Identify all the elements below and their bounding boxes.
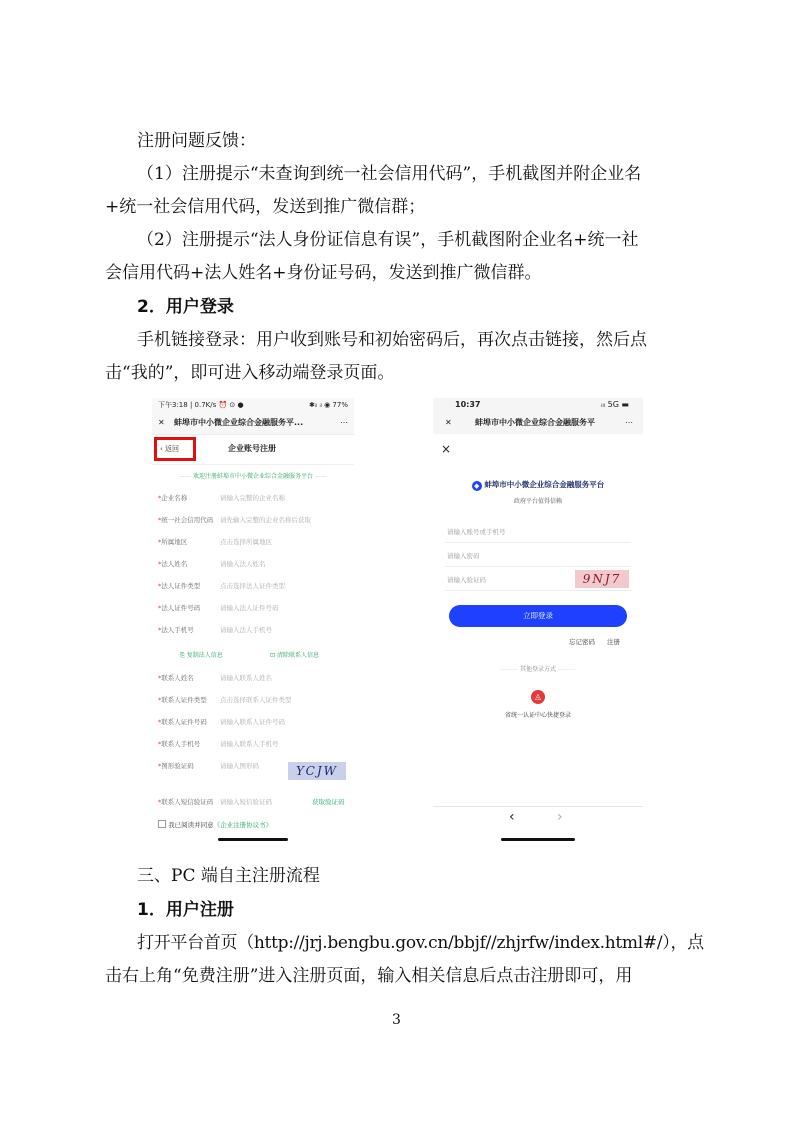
divider <box>152 464 354 465</box>
field-label: *图形验证码 <box>158 762 194 770</box>
paragraph-item1-line1: （1）注册提示“未查询到统一社会信用代码”，手机截图并附企业名 <box>137 164 642 184</box>
field-label: *联系人手机号 <box>158 740 201 748</box>
form-row <box>152 668 354 688</box>
unified-auth-icon[interactable]: ◬ <box>531 690 545 704</box>
paragraph-item1-line2: +统一社会信用代码，发送到推广微信群； <box>105 197 426 217</box>
screenshot-register <box>152 398 354 845</box>
sms-input[interactable]: 请输入短信验证码 <box>220 798 272 806</box>
field-input[interactable]: 请先输入完整的企业名称后获取 <box>220 516 311 524</box>
unified-login-link[interactable]: 省统一认证中心快捷登录 <box>504 712 571 719</box>
field-input[interactable]: 点击选择联系人证件类型 <box>220 696 292 704</box>
paragraph-item2-line1: （2）注册提示“法人身份证信息有误”，手机截图附企业名+统一社 <box>137 230 639 250</box>
form-row <box>152 554 354 574</box>
heading-user-register: 1．用户注册 <box>137 900 234 920</box>
field-label: *联系人姓名 <box>158 674 194 682</box>
close-icon[interactable]: ✕ <box>445 418 452 427</box>
copy-legal-button[interactable]: ⎘ 复制法人信息 <box>180 652 223 659</box>
copy-icon: ⎘ <box>180 652 187 659</box>
field-label: *所属地区 <box>158 538 188 546</box>
form-row <box>152 598 354 618</box>
app-titlebar <box>433 412 643 434</box>
captcha-image[interactable]: 9NJ7 <box>575 570 629 588</box>
agree-text: 我已阅读并同意 <box>168 821 214 829</box>
status-time: 下午3:18 | 0.7K/s ⏰ ⊙ ● <box>158 401 244 409</box>
field-label: *联系人证件号码 <box>158 718 207 726</box>
field-input[interactable]: 请输入联系人手机号 <box>220 740 279 748</box>
login-button[interactable]: 立即登录 <box>449 605 627 627</box>
more-icon[interactable]: ⋯ <box>625 418 633 427</box>
welcome-text: 欢迎注册蚌埠市中小微企业综合金融服务平台 <box>192 473 313 480</box>
agreement-link[interactable]: 《企业注册协议书》 <box>213 821 273 829</box>
field-input[interactable]: 点击选择所属地区 <box>220 538 272 546</box>
field-label: *法人姓名 <box>158 560 188 568</box>
form-row <box>152 576 354 596</box>
app-title: 蚌埠市中小微企业综合金融服务平... <box>174 418 304 427</box>
other-login-divider: ——— 其他登录方式 ——— <box>500 666 576 673</box>
more-icon[interactable]: ⋯ <box>340 418 348 427</box>
nav-back-icon[interactable]: ‹ <box>509 809 515 825</box>
paragraph-pc-line2: 击右上角“免费注册”进入注册页面，输入相关信息后点击注册即可，用 <box>105 966 633 986</box>
field-input[interactable]: 请输入联系人姓名 <box>220 674 272 682</box>
agree-checkbox[interactable] <box>158 820 166 828</box>
status-bar <box>152 398 354 412</box>
paragraph-feedback-title: 注册问题反馈： <box>137 131 256 151</box>
welcome-banner: —— 欢迎注册蚌埠市中小微企业综合金融服务平台 —— <box>179 473 327 480</box>
form-row <box>152 690 354 710</box>
field-input[interactable]: 请输入法人手机号 <box>220 626 272 634</box>
nav-forward-icon[interactable]: › <box>557 809 563 825</box>
sms-label: 联系人短信验证码 <box>161 798 214 806</box>
home-indicator <box>501 838 575 841</box>
paragraph-mobile-login-line1: 手机链接登录：用户收到账号和初始密码后，再次点击链接，然后点 <box>137 330 647 350</box>
back-button[interactable]: ‹ 返回 <box>160 445 180 453</box>
close-icon[interactable]: ✕ <box>158 418 165 427</box>
divider <box>433 806 643 807</box>
form-row <box>152 510 354 530</box>
verify-code-field[interactable]: 请输入验证码 <box>445 570 631 591</box>
field-input[interactable]: 请输入法人姓名 <box>220 560 266 568</box>
agreement-row <box>158 819 272 831</box>
screenshot-login <box>433 398 643 845</box>
page-number: 3 <box>392 1012 401 1028</box>
field-input[interactable]: 请输入法人证件号码 <box>220 604 279 612</box>
heading-user-login: 2．用户登录 <box>137 297 234 317</box>
forgot-password-link[interactable]: 忘记密码 <box>569 638 595 646</box>
status-indicators: ✱ᵢₗ ᵢₗ ◉ 77% <box>308 401 348 409</box>
status-bar <box>433 398 643 412</box>
field-input[interactable]: 请输入完整的企业名称 <box>220 494 285 502</box>
clear-contact-button[interactable]: ⊡ 清除联系人信息 <box>270 652 319 659</box>
paragraph-item2-line2: 会信用代码+法人姓名+身份证号码，发送到推广微信群。 <box>105 263 542 283</box>
other-methods-label: 其他登录方式 <box>519 666 556 673</box>
form-row <box>152 488 354 508</box>
clear-icon: ⊡ <box>270 652 277 659</box>
home-indicator <box>218 838 288 841</box>
captcha-image[interactable]: YCJW <box>288 762 346 780</box>
dismiss-icon[interactable]: × <box>441 442 452 456</box>
field-label: *法人证件类型 <box>158 582 201 590</box>
app-title: 蚌埠市中小微企业综合金融服务平 <box>475 418 595 427</box>
heading-pc-register: 三、PC 端自主注册流程 <box>137 866 320 886</box>
page-title: 企业账号注册 <box>228 444 276 453</box>
field-input[interactable]: 点击选择法人证件类型 <box>220 582 285 590</box>
field-label: *联系人证件类型 <box>158 696 207 704</box>
status-time: 10:37 <box>455 400 481 409</box>
brand-header <box>433 478 643 492</box>
form-row <box>152 620 354 640</box>
field-label: *企业名称 <box>158 494 188 502</box>
brand-name: 蚌埠市中小微企业综合金融服务平台 <box>484 480 605 489</box>
paragraph-pc-line1: 打开平台首页（http://jrj.bengbu.gov.cn/bbjf//zhjrfw/index.html#/），点 <box>137 933 704 953</box>
field-label: *法人手机号 <box>158 626 194 634</box>
status-indicators: ᵢₗₗ 5G ▬ <box>600 400 629 409</box>
password-field[interactable]: 请输入密码 <box>445 546 631 567</box>
field-input[interactable]: 请输入联系人证件号码 <box>220 718 285 726</box>
form-row <box>152 712 354 732</box>
form-row <box>152 532 354 552</box>
account-field[interactable]: 请输入账号或手机号 <box>445 522 631 543</box>
field-label: *法人证件号码 <box>158 604 201 612</box>
paragraph-mobile-login-line2: 击“我的”，即可进入移动端登录页面。 <box>105 363 395 383</box>
field-label: *统一社会信用代码 <box>158 516 214 524</box>
platform-logo-icon: ◆ <box>472 481 482 491</box>
get-code-button[interactable]: 获取验证码 <box>312 798 345 806</box>
brand-subtitle: 政府平台值得信赖 <box>513 498 562 505</box>
register-link[interactable]: 注册 <box>607 638 620 646</box>
app-titlebar <box>152 412 354 435</box>
form-row-sms: *联系人短信验证码 请输入短信验证码 获取验证码 <box>152 792 354 812</box>
field-input[interactable]: 请输入图形码 <box>220 762 259 770</box>
form-row <box>152 734 354 754</box>
